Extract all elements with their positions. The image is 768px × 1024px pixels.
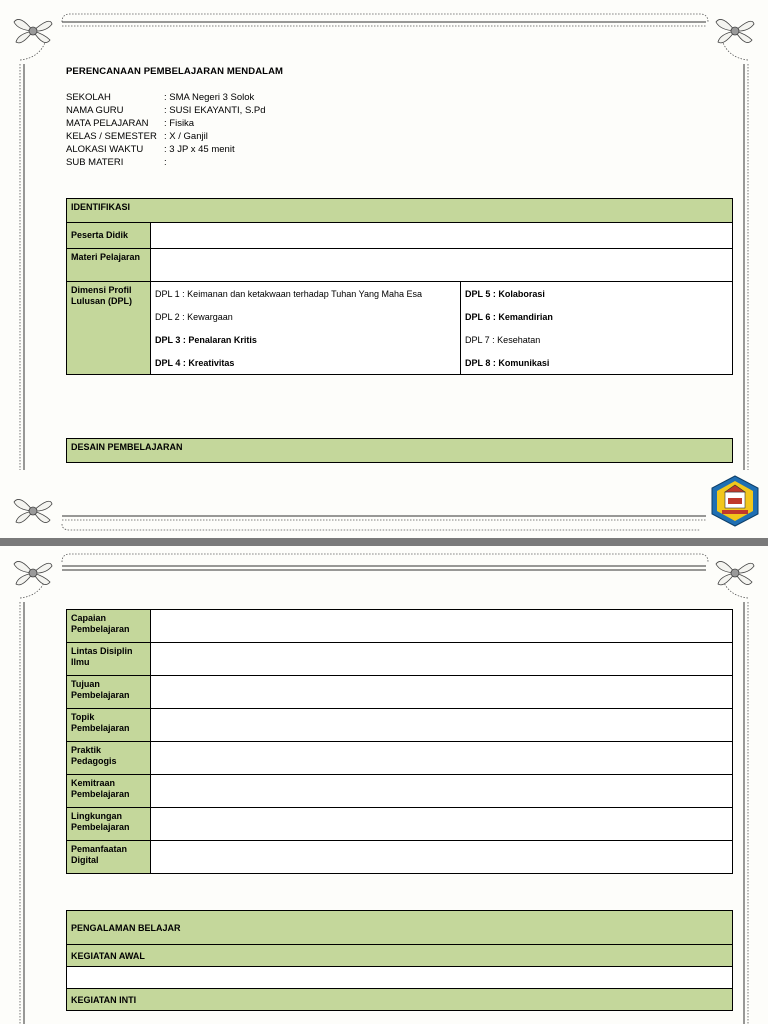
lintas-disiplin-label: Lintas Disiplin Ilmu bbox=[67, 643, 151, 676]
desain-row bbox=[67, 742, 733, 775]
pengalaman-belajar-header: PENGALAMAN BELAJAR bbox=[67, 911, 733, 945]
info-key: KELAS / SEMESTER bbox=[66, 131, 157, 142]
flower-corner-icon bbox=[10, 488, 56, 534]
kemitraan-pembelajaran-field[interactable] bbox=[151, 775, 733, 808]
info-row-sekolah bbox=[66, 91, 266, 104]
desain-row bbox=[67, 775, 733, 808]
desain-row bbox=[67, 709, 733, 742]
dpl-item: DPL 3 : Penalaran Kritis bbox=[155, 334, 257, 345]
desain-header-table bbox=[66, 438, 733, 463]
kemitraan-pembelajaran-label: Kemitraan Pembelajaran bbox=[67, 775, 151, 808]
praktik-pedagogis-field[interactable] bbox=[151, 742, 733, 775]
kegiatan-awal-header: KEGIATAN AWAL bbox=[67, 945, 733, 967]
flower-corner-icon bbox=[10, 550, 56, 596]
info-value: : Fisika bbox=[164, 118, 195, 129]
flower-corner-icon bbox=[10, 8, 56, 54]
info-key: NAMA GURU bbox=[66, 105, 124, 116]
identifikasi-table bbox=[66, 198, 733, 375]
lingkungan-pembelajaran-label: Lingkungan Pembelajaran bbox=[67, 808, 151, 841]
desain-row bbox=[67, 808, 733, 841]
info-row-sub-materi bbox=[66, 156, 266, 169]
info-row-alokasi-waktu bbox=[66, 143, 266, 156]
pemanfaatan-digital-field[interactable] bbox=[151, 841, 733, 874]
kegiatan-inti-header: KEGIATAN INTI bbox=[67, 989, 733, 1011]
info-value: : SMA Negeri 3 Solok bbox=[164, 92, 255, 103]
topik-pembelajaran-field[interactable] bbox=[151, 709, 733, 742]
identifikasi-section bbox=[66, 198, 733, 375]
peserta-didik-label: Peserta Didik bbox=[67, 223, 151, 249]
desain-header-section bbox=[66, 438, 733, 463]
dpl-item: DPL 6 : Kemandirian bbox=[465, 311, 553, 322]
pengalaman-section bbox=[66, 910, 733, 1011]
info-value: : X / Ganjil bbox=[164, 131, 208, 142]
topik-pembelajaran-label: Topik Pembelajaran bbox=[67, 709, 151, 742]
tujuan-pembelajaran-label: Tujuan Pembelajaran bbox=[67, 676, 151, 709]
tujuan-pembelajaran-field[interactable] bbox=[151, 676, 733, 709]
pemanfaatan-digital-label: Pemanfaatan Digital bbox=[67, 841, 151, 874]
lintas-disiplin-field[interactable] bbox=[151, 643, 733, 676]
dpl-item: DPL 8 : Komunikasi bbox=[465, 357, 550, 368]
dpl-left-column bbox=[151, 282, 461, 375]
dpl-item: DPL 1 : Keimanan dan ketakwaan terhadap Tuhan Yang Maha Esa bbox=[155, 288, 423, 299]
dpl-item: DPL 7 : Kesehatan bbox=[465, 334, 541, 345]
desain-pembelajaran-header: DESAIN PEMBELAJARAN bbox=[67, 439, 733, 463]
praktik-pedagogis-label: Praktik Pedagogis bbox=[67, 742, 151, 775]
capaian-pembelajaran-label: Capaian Pembelajaran bbox=[67, 610, 151, 643]
school-logo-icon bbox=[708, 474, 762, 528]
document-page-2 bbox=[0, 546, 768, 1024]
dimensi-profil-label: Dimensi Profil Lulusan (DPL) bbox=[67, 282, 151, 375]
desain-section bbox=[66, 609, 733, 874]
dpl-item: DPL 2 : Kewargaan bbox=[155, 311, 233, 322]
info-value: : bbox=[164, 157, 167, 168]
document-title: PERENCANAAN PEMBELAJARAN MENDALAM bbox=[66, 66, 284, 77]
info-value: : 3 JP x 45 menit bbox=[164, 144, 235, 155]
info-value: : SUSI EKAYANTI, S.Pd bbox=[164, 105, 266, 116]
lingkungan-pembelajaran-field[interactable] bbox=[151, 808, 733, 841]
info-row-nama-guru bbox=[66, 104, 266, 117]
info-block bbox=[66, 91, 266, 169]
identifikasi-header: IDENTIFIKASI bbox=[67, 199, 733, 223]
materi-pelajaran-field[interactable] bbox=[151, 249, 733, 282]
info-key: MATA PELAJARAN bbox=[66, 118, 149, 129]
pengalaman-table bbox=[66, 910, 733, 1011]
dpl-item: DPL 5 : Kolaborasi bbox=[465, 288, 545, 299]
flower-corner-icon bbox=[712, 550, 758, 596]
dpl-right-column bbox=[461, 282, 733, 375]
capaian-pembelajaran-field[interactable] bbox=[151, 610, 733, 643]
info-key: SUB MATERI bbox=[66, 157, 124, 168]
flower-corner-icon bbox=[712, 8, 758, 54]
desain-row bbox=[67, 610, 733, 643]
kegiatan-awal-field[interactable] bbox=[67, 967, 733, 989]
info-row-kelas-semester bbox=[66, 130, 266, 143]
desain-table bbox=[66, 609, 733, 874]
info-key: ALOKASI WAKTU bbox=[66, 144, 144, 155]
dpl-item: DPL 4 : Kreativitas bbox=[155, 357, 235, 368]
info-row-mata-pelajaran bbox=[66, 117, 266, 130]
materi-pelajaran-label: Materi Pelajaran bbox=[67, 249, 151, 282]
info-key: SEKOLAH bbox=[66, 92, 111, 103]
peserta-didik-field[interactable] bbox=[151, 223, 733, 249]
desain-row bbox=[67, 841, 733, 874]
desain-row bbox=[67, 643, 733, 676]
desain-row bbox=[67, 676, 733, 709]
